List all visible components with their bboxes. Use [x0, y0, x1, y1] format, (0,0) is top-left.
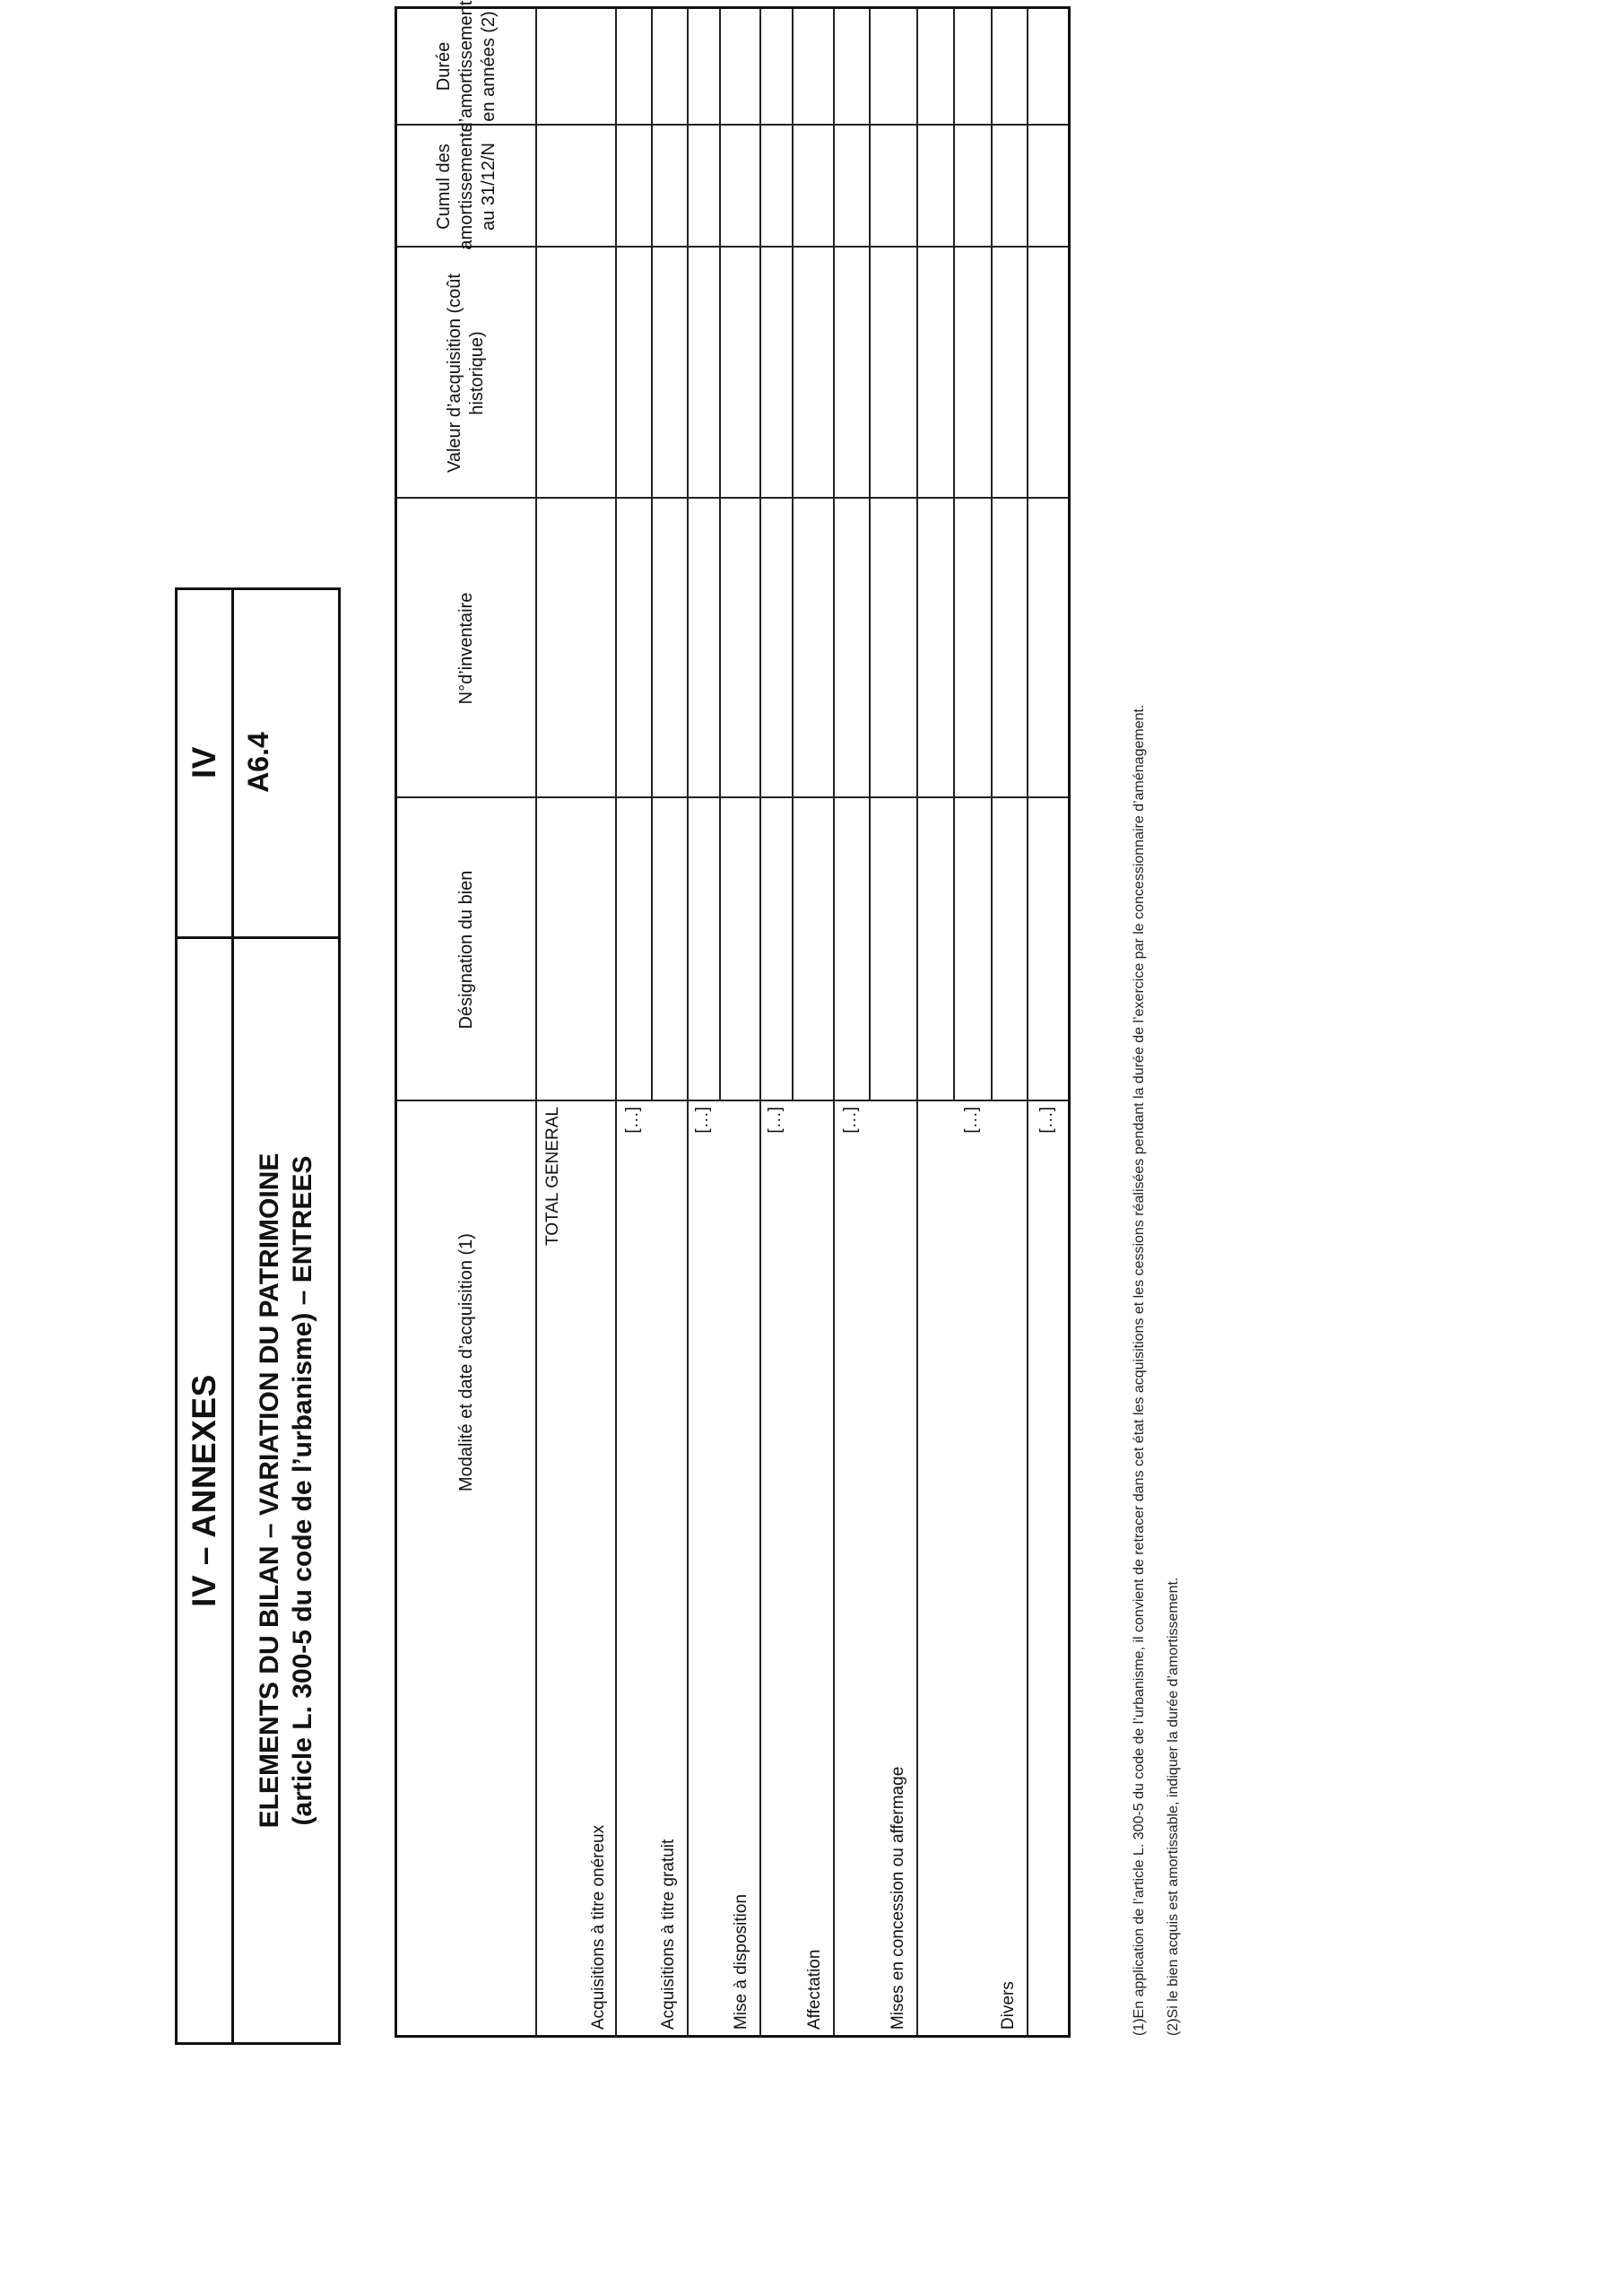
row-separator: [916, 9, 918, 2035]
group-placeholder: […]: [692, 1107, 712, 1134]
row-separator: [719, 9, 721, 1101]
subtitle-line-2: (article L. 300-5 du code de l’urbanisme) – ENTREES: [288, 1155, 317, 1826]
patrimoine-entries-table: [395, 0, 1071, 2038]
column-header-valeur: Valeur d’acquisition (coût historique): [445, 274, 487, 473]
column-divider: [397, 497, 1068, 499]
group-placeholder: […]: [622, 1107, 642, 1134]
footnote-1: (1)En application de l’article L. 300-5 du code de l’urbanisme, il convient de retracer dans cet état les acquisitions et les cessions réalisées pendant la durée de l’exercice par le concessionnaire d’aménagement.: [1132, 704, 1147, 2036]
section-number: IV: [186, 746, 222, 778]
column-header-inventaire: N°d’inventaire: [455, 592, 476, 705]
group-label: Divers: [998, 1981, 1018, 2030]
title-row-top: [178, 590, 234, 2042]
group-placeholder: […]: [765, 1107, 785, 1134]
row-separator: [953, 9, 955, 1101]
title-divider: [178, 936, 338, 939]
row-separator: [792, 9, 794, 1101]
row-separator: [615, 9, 617, 2035]
group-label: Mises en concession ou affermage: [888, 1766, 907, 2030]
group-placeholder: […]: [1037, 1107, 1056, 1134]
group-label: Mise à disposition: [731, 1893, 750, 2030]
group-label: Affectation: [804, 1949, 824, 2030]
row-separator: [1027, 9, 1028, 2035]
row-separator: [687, 9, 689, 2035]
row-separator: [651, 9, 653, 1101]
column-header-designation: Désignation du bien: [455, 870, 476, 1030]
row-separator: [833, 9, 835, 2035]
row-separator: [869, 9, 871, 1101]
column-divider: [397, 1100, 1068, 1101]
column-header-cumul: Cumul des amortissements au 31/12/N: [433, 123, 499, 250]
reference-code: A6.4: [241, 732, 274, 793]
row-separator: [991, 9, 993, 1101]
header-separator: [535, 9, 537, 2035]
group-placeholder: […]: [840, 1107, 860, 1134]
row-separator: [759, 9, 761, 2035]
column-header-duree: Durée d’amortissement en années (2): [433, 0, 499, 133]
subtitle-block: [231, 939, 341, 2042]
title-row-bottom: [231, 590, 341, 2042]
group-label: Acquisitions à titre gratuit: [658, 1839, 678, 2030]
total-general-label: TOTAL GENERAL: [542, 1107, 562, 1246]
group-placeholder: […]: [961, 1107, 981, 1134]
column-divider: [397, 796, 1068, 798]
column-header-modalite: Modalité et date d’acquisition (1): [455, 1233, 476, 1492]
group-label: Acquisitions à titre onéreux: [588, 1824, 608, 2030]
subtitle-line-1: ELEMENTS DU BILAN – VARIATION DU PATRIMOINE: [254, 1152, 284, 1829]
title-block: [175, 587, 341, 2045]
footnote-2: (2)Si le bien acquis est amortissable, indiquer la durée d’amortissement.: [1166, 1577, 1181, 2036]
section-title: IV – ANNEXES: [186, 1374, 222, 1607]
